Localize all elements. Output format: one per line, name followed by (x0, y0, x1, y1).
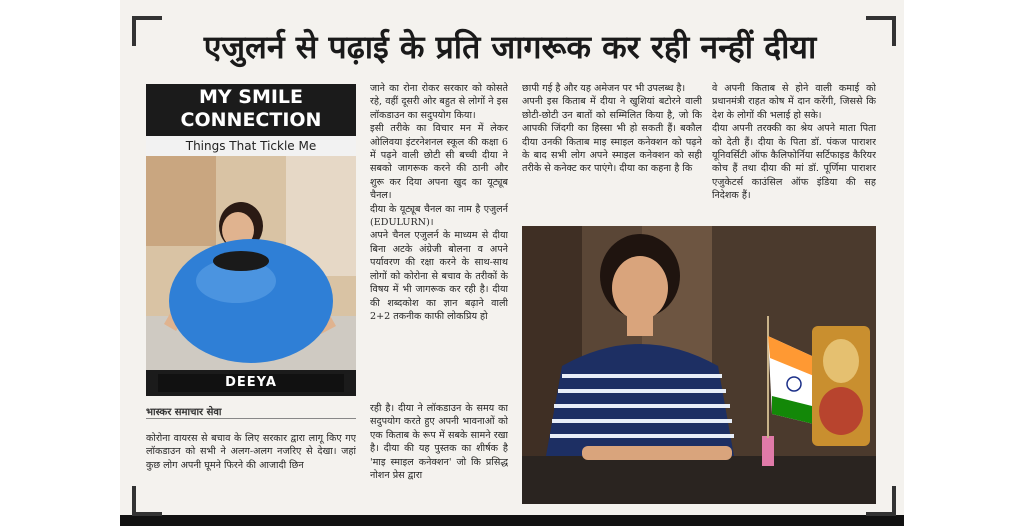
column-4-paragraph-1: वे अपनी किताब से होने वाली कमाई को प्रधानमंत्री राहत कोष में दान करेंगी, जिससे कि देश के लोगों की भलाई हो सके। (712, 83, 876, 121)
book-cover-image (146, 84, 356, 396)
column-2-continued-paragraph: रही है। दीया ने लॉकडाउन के समय का सदुपयोग करते हुए अपनी भावनाओं को एक किताब के रूप में सबके सामने रखा है। दीया की यह पुस्तक का शीर्षक है 'माइ स्माइल कनेक्शन' जो कि प्रसिद्ध नोशन प्रेस द्वारा (370, 403, 508, 482)
article-column-3 (522, 82, 702, 222)
article-column-1 (146, 432, 356, 512)
girl-with-flag-photo (522, 226, 876, 504)
column-4-paragraph-2: दीया अपनी तरक्की का श्रेय अपने माता पिता को देती हैं। दीया के पिता डॉ. पंकज पाराशर यूनिवर्सिटी ऑफ कैलिफोर्निया सर्टिफाइड कैरियर कोच हैं तथा दीया की मां डॉ. पूर्णिमा पाराशर एजुकेटर्स काउंसिल ऑफ इंडिया की सह निदेशक हैं। (712, 123, 876, 202)
book-title-line-2: CONNECTION (180, 109, 322, 131)
column-2-paragraph-1: जाने का रोना रोकर सरकार को कोसते रहे, वहीं दूसरी ओर बहुत से लोगों ने इस लॉकडाउन का सदुपयोग किया। (370, 83, 508, 121)
column-2-paragraph-2: इसी तरीके का विचार मन में लेकर ओलिवया इंटरनेशनल स्कूल की कक्षा 6 में पढ़ने वाली छोटी सी बच्ची दीया ने सबको जागरूक करने की ठानी और शुरू कर दिया अपना खुद का यूट्यूब चैनल। (370, 123, 508, 202)
girl-on-exercise-ball-photo (146, 156, 356, 370)
cut-top-text-strip (130, 2, 890, 10)
column-1-paragraph: कोरोना वायरस से बचाव के लिए सरकार द्वारा लागू किए गए लॉकडाउन को सभी ने अलग-अलग नजरिए से देखा। जहां कुछ लोग अपनी घूमने फिरने की आजादी छिन (146, 433, 356, 471)
book-title-line-1: MY SMILE (198, 86, 304, 108)
book-subtitle: Things That Tickle Me (146, 136, 356, 156)
column-2-paragraph-3: दीया के यूट्यूब चैनल का नाम है एजुलर्न (EDULURN)। (370, 203, 508, 229)
article-column-4 (712, 82, 876, 222)
headline: एजुलर्न से पढ़ाई के प्रति जागरूक कर रही नन्हीं दीया (203, 28, 817, 66)
clipping-bottom-edge (120, 515, 904, 526)
book-title (146, 86, 356, 132)
column-3-paragraph-2: अपनी इस किताब में दीया ने खुशियां बटोरने वाली छोटी-छोटी उन बातों को सम्मिलित किया है, जो कि आपकी जिंदगी का हिस्सा भी हो सकती हैं। बकौल दीया उनकी किताब माइ स्माइल कनेक्शन को पढ़ने के बाद सभी लोग अपने स्माइल कनेक्शन को सही तरीके से कनेक्ट कर पाएंगे। दीया का कहना है कि (522, 96, 702, 175)
article-column-2 (370, 82, 508, 390)
article-column-2-continued (370, 402, 508, 512)
byline: भास्कर समाचार सेवा (146, 404, 356, 419)
corner-ornament-top-right (866, 16, 896, 46)
column-3-paragraph-1: छापी गई है और यह अमेजन पर भी उपलब्ध है। (522, 83, 686, 94)
book-author: DEEYA (158, 374, 344, 392)
column-2-paragraph-4: अपने चैनल एजुलर्न के माध्यम से दीया बिना अटके अंग्रेजी बोलना व अपने पर्यावरण की रक्षा करने के साथ-साथ लोगों को कोरोना से बचाव के तरीकों के विषय में भी जागरूक कर रही है। दीया की शब्दकोश का ज्ञान बढ़ाने वाली 2+2 तकनीक काफी लोकप्रिय हो (370, 230, 508, 322)
